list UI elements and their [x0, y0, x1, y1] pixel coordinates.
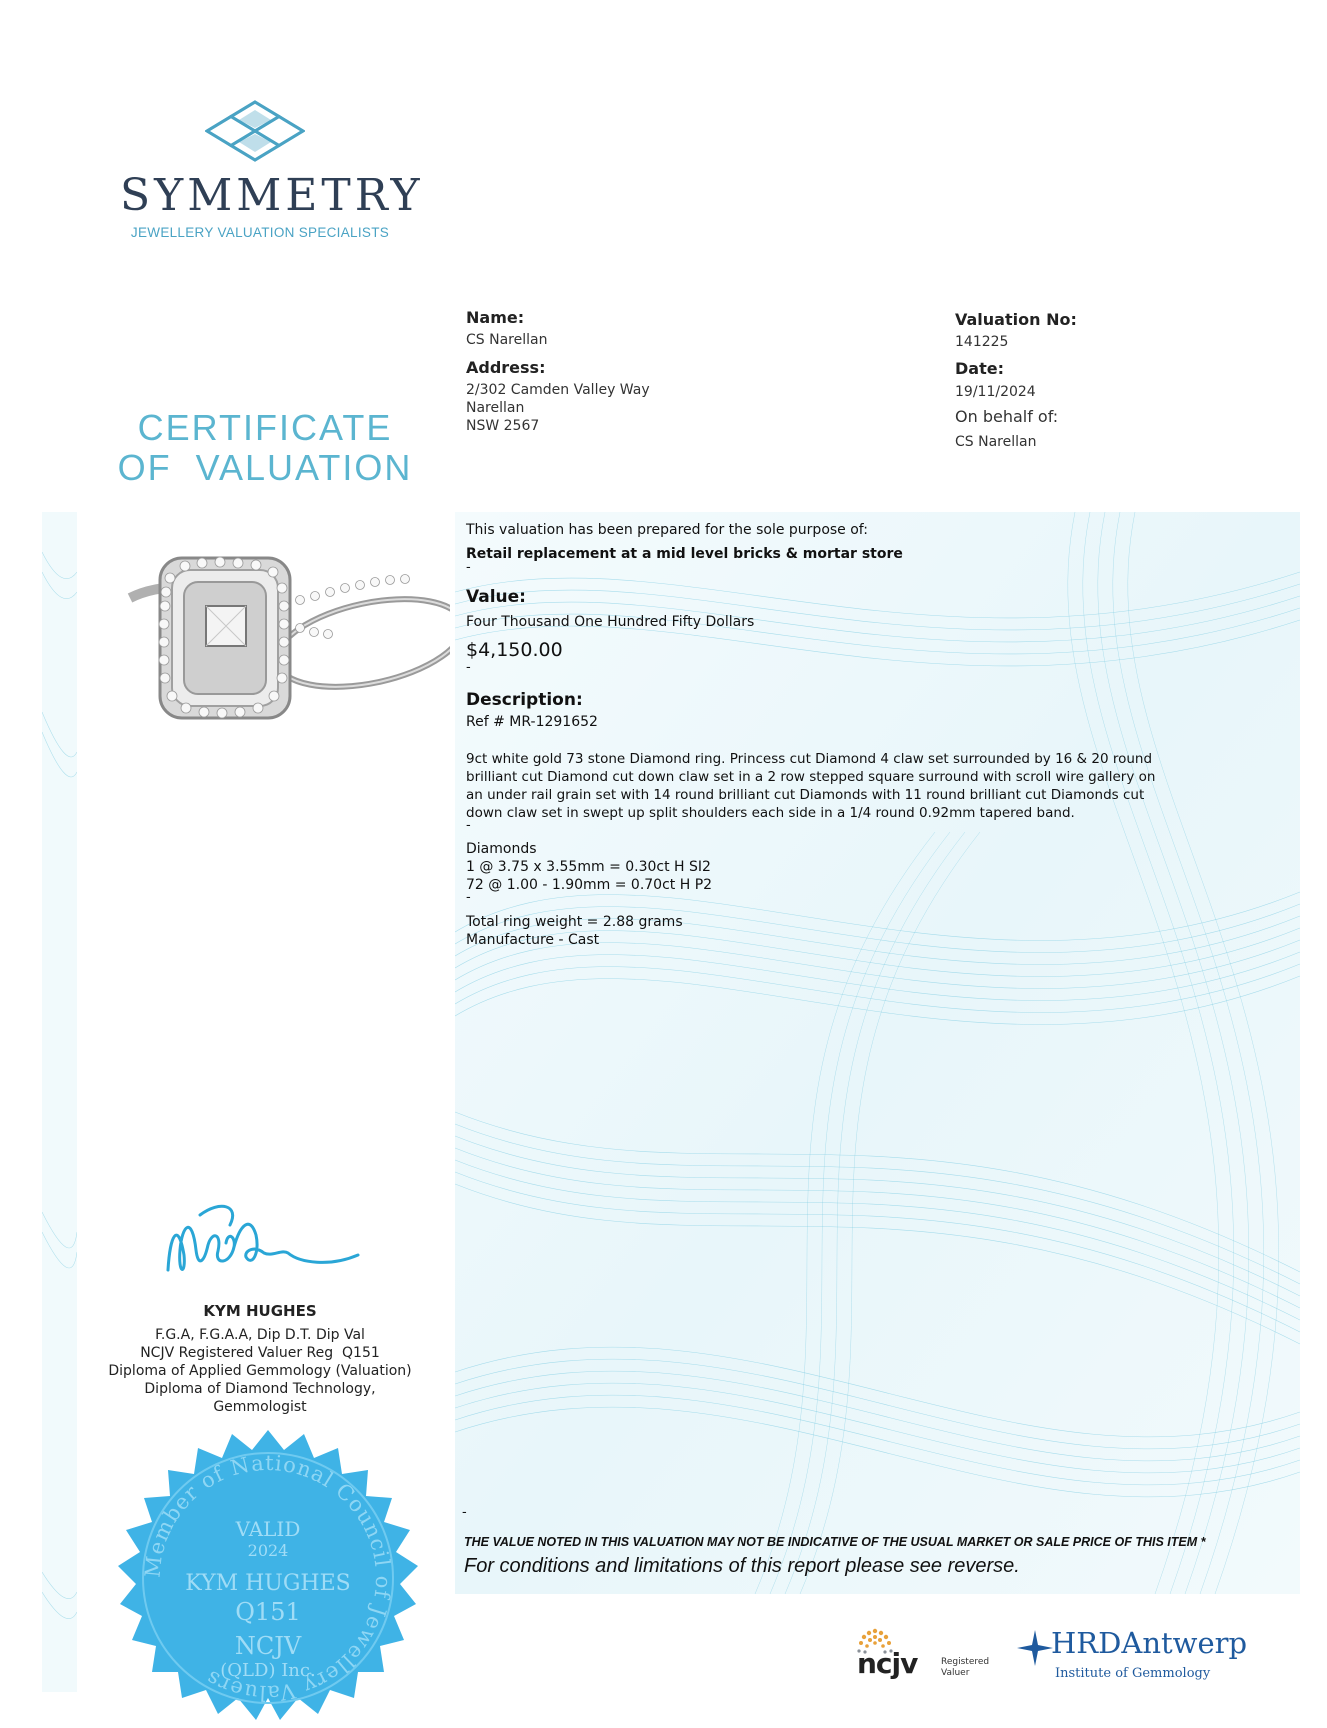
- ncjv-member-seal: [118, 1428, 418, 1728]
- value-heading: Value:: [466, 587, 526, 607]
- ring-photo: [110, 548, 450, 748]
- on-behalf-value: CS Narellan: [955, 434, 1037, 450]
- purpose-value: Retail replacement at a mid level bricks & mortar store: [466, 546, 903, 562]
- separator-dash: -: [462, 1505, 467, 1520]
- value-amount: $4,150.00: [466, 639, 563, 661]
- hrd-star-icon: [1017, 1630, 1053, 1666]
- guilloche-pattern-left: [42, 512, 77, 1692]
- ncjv-reg-line: Valuer: [941, 1668, 970, 1678]
- value-in-words: Four Thousand One Hundred Fifty Dollars: [466, 614, 755, 630]
- credential-line: NCJV Registered Valuer Reg Q151: [140, 1345, 380, 1361]
- hrd-antwerp-logo: [1015, 1622, 1248, 1688]
- seal-text: VALID: [235, 1517, 301, 1541]
- brand-name: SYMMETRY: [120, 170, 424, 221]
- description-line: brilliant cut Diamond cut down claw set in a 2 row stepped square surround with scroll wire gallery on: [466, 769, 1156, 785]
- credential-line: F.G.A, F.G.A.A, Dip D.T. Dip Val: [155, 1327, 365, 1343]
- signature: [160, 1195, 360, 1285]
- guilloche-pattern-main: [455, 512, 1300, 1594]
- description-line: an under rail grain set with 14 round brilliant cut Diamonds with 11 round brilliant cut Diamonds cut: [466, 787, 1145, 803]
- address-line1: 2/302 Camden Valley Way: [466, 382, 650, 398]
- credential-line: Gemmologist: [213, 1399, 307, 1415]
- certificate-title-line1: CERTIFICATE: [137, 407, 393, 448]
- manufacture: Manufacture - Cast: [466, 932, 600, 948]
- credential-line: Diploma of Diamond Technology,: [144, 1381, 376, 1397]
- on-behalf-label: On behalf of:: [955, 407, 1059, 426]
- description-line: down claw set in swept up split shoulders each side in a 1/4 round 0.92mm tapered band.: [466, 805, 1075, 821]
- purpose-label: This valuation has been prepared for the sole purpose of:: [466, 522, 868, 538]
- separator-dash: -: [466, 818, 471, 833]
- client-name: CS Narellan: [466, 332, 548, 348]
- hrd-wordmark: HRDAntwerp: [1051, 1626, 1248, 1660]
- seal-text: (QLD) Inc.: [220, 1660, 316, 1681]
- diamond-spec: 72 @ 1.00 - 1.90mm = 0.70ct H P2: [466, 877, 713, 893]
- separator-dash: -: [466, 890, 471, 905]
- description-line: 9ct white gold 73 stone Diamond ring. Princess cut Diamond 4 claw set surrounded by 16 & 20 round: [466, 751, 1153, 767]
- seal-text: NCJV: [234, 1632, 302, 1660]
- symmetry-logo-icon: [205, 100, 305, 162]
- separator-dash: -: [466, 560, 471, 575]
- address-line3: NSW 2567: [466, 418, 540, 434]
- value-disclaimer: THE VALUE NOTED IN THIS VALUATION MAY NOT BE INDICATIVE OF THE USUAL MARKET OR SALE PRICE OF THIS ITEM *: [464, 1535, 1206, 1549]
- certificate-title-line2: OF VALUATION: [117, 447, 413, 488]
- conditions-note: For conditions and limitations of this report please see reverse.: [464, 1555, 1020, 1577]
- ncjv-reg-line: Registered: [941, 1657, 990, 1667]
- brand-tagline: JEWELLERY VALUATION SPECIALISTS: [130, 225, 390, 240]
- valuation-number-label: Valuation No:: [955, 310, 1077, 329]
- ncjv-wordmark: ncjv: [857, 1647, 918, 1680]
- seal-text: KYM HUGHES: [185, 1571, 351, 1596]
- seal-text: 2024: [247, 1541, 289, 1560]
- seal-ring-text: Member of National Council of Jewellery Valuers: [140, 1450, 396, 1706]
- valuation-date: 19/11/2024: [955, 384, 1036, 400]
- name-label: Name:: [466, 308, 525, 327]
- valuation-number: 141225: [955, 334, 1009, 350]
- signatory-credentials: [70, 1326, 450, 1416]
- hrd-subtitle: Institute of Gemmology: [1055, 1666, 1211, 1681]
- signatory-name: KYM HUGHES: [203, 1302, 317, 1320]
- diamond-spec: 1 @ 3.75 x 3.55mm = 0.30ct H SI2: [466, 859, 711, 875]
- credential-line: Diploma of Applied Gemmology (Valuation): [108, 1363, 412, 1379]
- ncjv-logo: [855, 1625, 1015, 1685]
- address-label: Address:: [466, 358, 546, 377]
- reference-number: Ref # MR-1291652: [466, 714, 598, 730]
- separator-dash: -: [466, 660, 471, 675]
- address-line2: Narellan: [466, 400, 525, 416]
- diamonds-heading: Diamonds: [466, 841, 537, 857]
- description-heading: Description:: [466, 690, 583, 710]
- certificate-title: [110, 408, 420, 488]
- ring-weight: Total ring weight = 2.88 grams: [466, 914, 683, 930]
- date-label: Date:: [955, 359, 1004, 378]
- ncjv-registered-valuer: [941, 1657, 989, 1679]
- seal-text: Q151: [235, 1598, 301, 1626]
